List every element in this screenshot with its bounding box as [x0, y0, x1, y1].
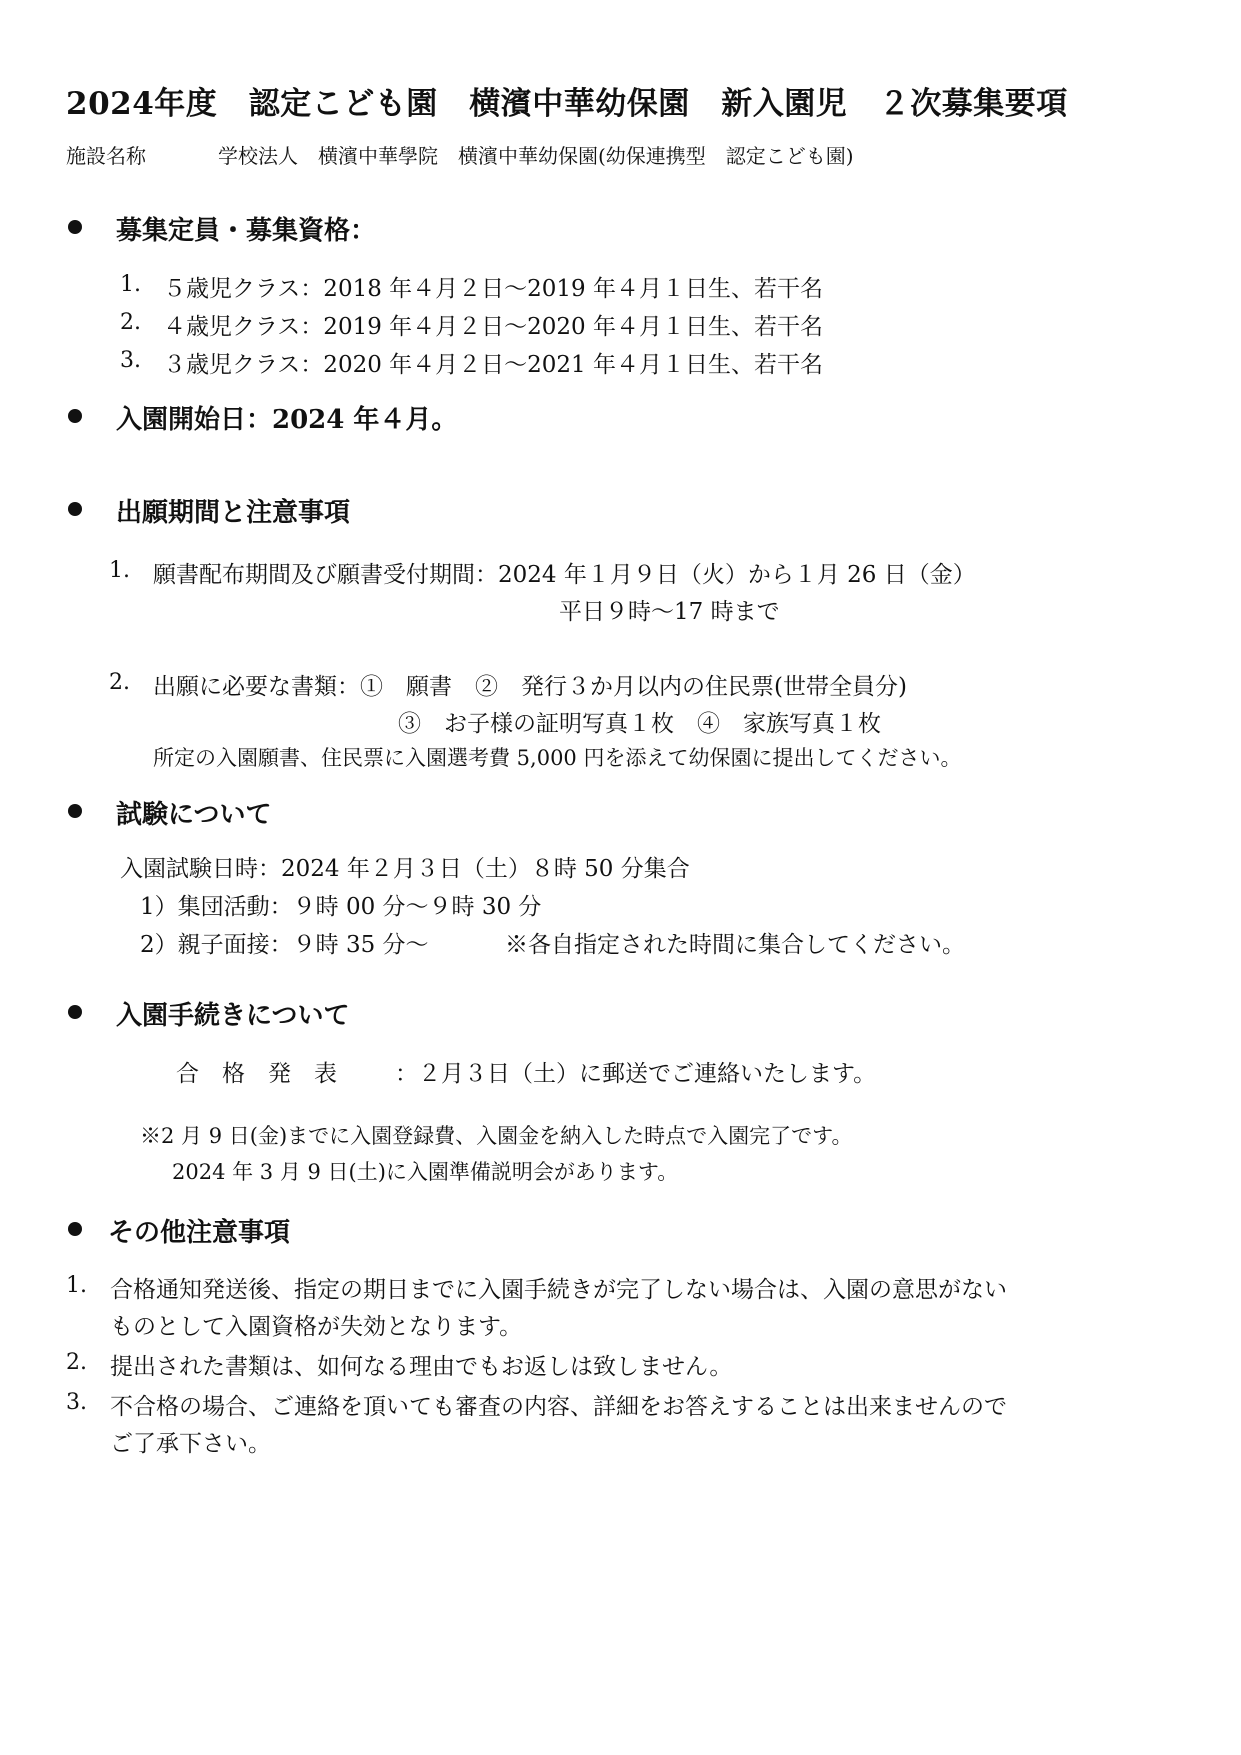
application-item-num: 1. — [109, 558, 130, 583]
start-heading: 入園開始日：2024 年４月。 — [116, 405, 458, 435]
other-item-num: 3. — [66, 1390, 87, 1415]
document-title: 2024年度 認定こども園 横濱中華幼保園 新入園児 ２次募集要項 — [66, 86, 1068, 122]
bullet-icon — [68, 1005, 82, 1019]
bullet-icon — [68, 1222, 82, 1236]
application-heading: 出願期間と注意事項 — [116, 498, 351, 528]
application-hours: 平日９時〜17 時まで — [559, 599, 780, 625]
capacity-item-num: 2. — [120, 310, 141, 335]
other-item-line: 合格通知発送後、指定の期日までに入園手続きが完了しない場合は、入園の意思がない — [110, 1277, 1007, 1303]
bullet-icon — [68, 220, 82, 234]
procedure-briefing: 2024 年 3 月 9 日(土)に入園準備説明会があります。 — [172, 1160, 679, 1184]
procedure-heading: 入園手続きについて — [116, 1001, 350, 1031]
exam-interview-note: ※各自指定された時間に集合してください。 — [505, 932, 965, 958]
other-item-num: 2. — [66, 1350, 87, 1375]
application-period: 願書配布期間及び願書受付期間：2024 年１月９日（火）から１月 26 日（金） — [153, 562, 976, 588]
capacity-heading: 募集定員・募集資格： — [116, 216, 377, 246]
exam-heading: 試験について — [116, 800, 272, 830]
application-note: 所定の入園願書、住民票に入園選考費 5,000 円を添えて幼保園に提出してください。 — [153, 746, 962, 770]
exam-interview: 2）親子面接：９時 35 分〜 — [140, 932, 429, 958]
other-item-line: ご了承下さい。 — [110, 1431, 271, 1457]
other-item-num: 1. — [66, 1273, 87, 1298]
application-documents-cont: ③ お子様の証明写真１枚 ④ 家族写真１枚 — [398, 711, 881, 737]
procedure-note: ※2 月 9 日(金)までに入園登録費、入園金を納入した時点で入園完了です。 — [140, 1124, 853, 1148]
result-label: 合 格 発 表 — [176, 1061, 337, 1087]
facility-label: 施設名称 — [66, 144, 146, 168]
exam-datetime: 入園試験日時：2024 年２月３日（土）８時 50 分集合 — [120, 856, 690, 882]
other-item-line: 提出された書類は、如何なる理由でもお返しは致しません。 — [110, 1354, 733, 1380]
bullet-icon — [68, 804, 82, 818]
facility-value: 学校法人 横濱中華學院 横濱中華幼保園(幼保連携型 認定こども園) — [218, 144, 854, 168]
other-heading: その他注意事項 — [108, 1218, 291, 1248]
application-item-num: 2. — [109, 670, 130, 695]
result-text: ：２月３日（土）に郵送でご連絡いたします。 — [395, 1061, 877, 1087]
capacity-item: ４歳児クラス：2019 年４月２日〜2020 年４月１日生、若干名 — [163, 314, 823, 340]
application-documents: 出願に必要な書類：① 願書 ② 発行３か月以内の住民票(世帯全員分) — [153, 674, 907, 700]
bullet-icon — [68, 409, 82, 423]
bullet-icon — [68, 502, 82, 516]
other-item-line: 不合格の場合、ご連絡を頂いても審査の内容、詳細をお答えすることは出来ませんので — [110, 1394, 1007, 1420]
other-item-line: ものとして入園資格が失効となります。 — [110, 1314, 523, 1340]
capacity-item-num: 3. — [120, 348, 141, 373]
capacity-item: ３歳児クラス：2020 年４月２日〜2021 年４月１日生、若干名 — [163, 352, 823, 378]
exam-group-activity: 1）集団活動：９時 00 分〜９時 30 分 — [140, 894, 542, 920]
capacity-item-num: 1. — [120, 272, 141, 297]
capacity-item: ５歳児クラス：2018 年４月２日〜2019 年４月１日生、若干名 — [163, 276, 823, 302]
